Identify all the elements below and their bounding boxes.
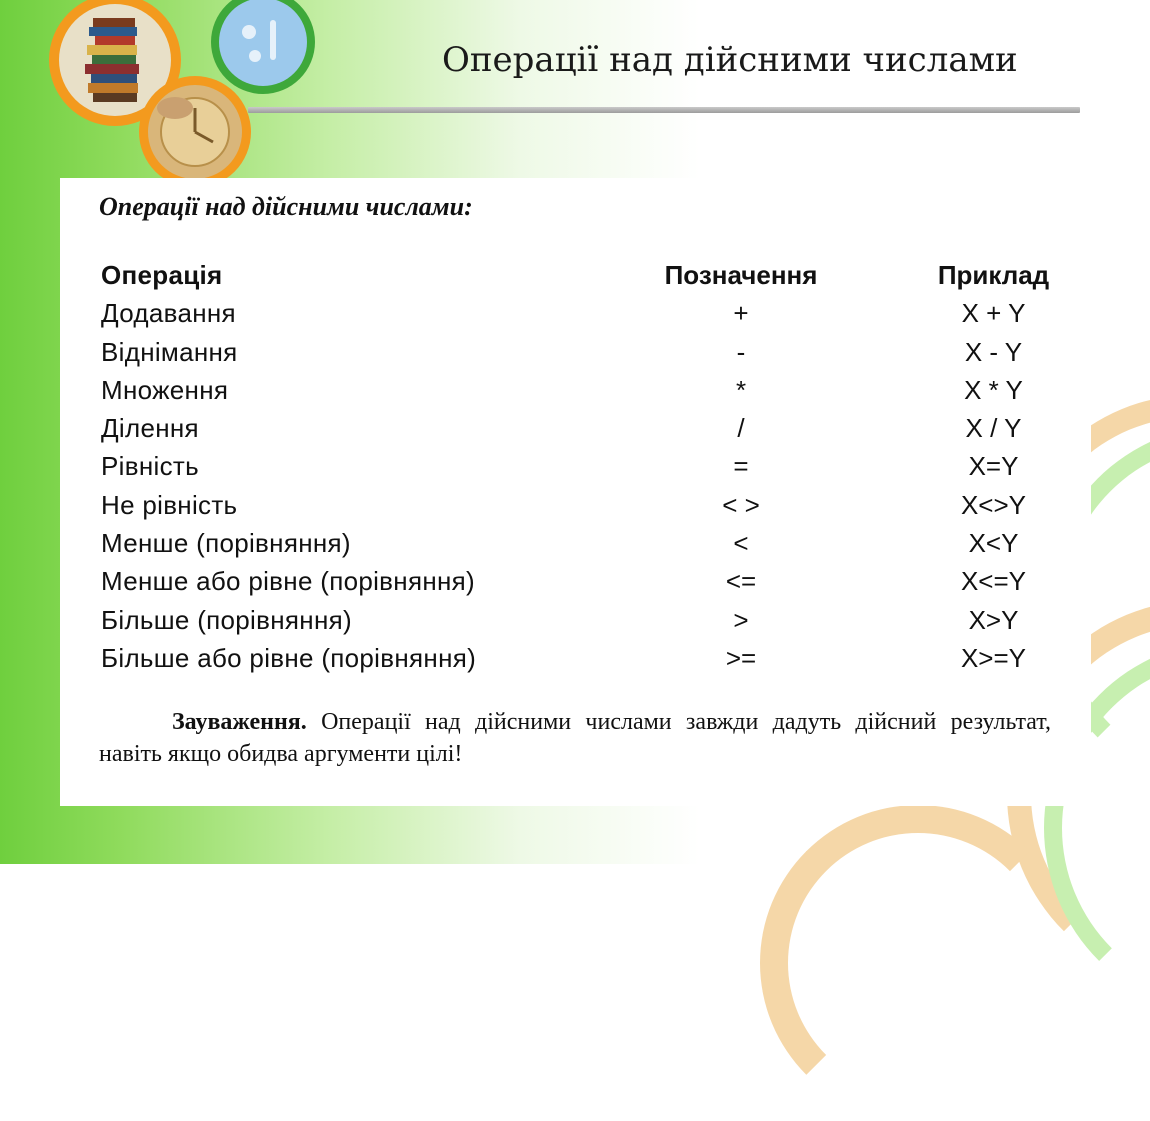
table-row xyxy=(101,490,1061,528)
table-header-row xyxy=(101,260,1061,298)
operation-symbol: < xyxy=(733,528,749,559)
operation-name: Рівність xyxy=(101,451,199,482)
operation-example: X * Y xyxy=(964,374,1023,405)
header-operation: Операція xyxy=(101,260,223,290)
note-label: Зауваження. xyxy=(172,709,307,735)
operation-example: X>Y xyxy=(968,604,1019,635)
table-row xyxy=(101,451,1061,489)
title-divider xyxy=(248,107,1080,113)
slide-title: Операції над дійсними числами xyxy=(442,40,1018,80)
table-row xyxy=(101,605,1061,643)
operation-example: X<=Y xyxy=(960,566,1027,597)
operation-name: Більше (порівняння) xyxy=(101,604,352,635)
operation-example: X + Y xyxy=(961,298,1026,329)
table-row xyxy=(101,375,1061,413)
operation-symbol: <= xyxy=(725,566,757,597)
table-row xyxy=(101,566,1061,604)
table-row xyxy=(101,337,1061,375)
operation-name: Менше (порівняння) xyxy=(101,528,351,559)
header-example: Приклад xyxy=(937,260,1050,290)
operation-symbol: >= xyxy=(725,642,757,673)
table-row xyxy=(101,298,1061,336)
operation-example: X=Y xyxy=(968,451,1019,482)
operation-name: Не рівність xyxy=(101,489,238,520)
operation-symbol: > xyxy=(733,604,749,635)
operations-table xyxy=(101,260,1061,681)
operation-example: X>=Y xyxy=(960,642,1027,673)
operation-example: X<>Y xyxy=(960,489,1027,520)
content-panel xyxy=(60,178,1091,806)
operation-name: Менше або рівне (порівняння) xyxy=(101,566,475,597)
operation-example: X - Y xyxy=(964,336,1023,367)
operation-name: Віднімання xyxy=(101,336,238,367)
operation-example: X / Y xyxy=(965,413,1022,444)
decorative-logo-circles xyxy=(45,0,315,185)
operation-name: Ділення xyxy=(101,413,199,444)
operation-symbol: + xyxy=(733,298,749,329)
operation-name: Множення xyxy=(101,374,229,405)
note-text: Операції над дійсними числами завжди дадуть дійсний результат, навіть якщо обидва аргументи цілі! xyxy=(99,709,1051,767)
operation-symbol: * xyxy=(735,374,747,405)
operation-symbol: - xyxy=(736,336,746,367)
operation-example: X<Y xyxy=(968,528,1019,559)
table-row xyxy=(101,528,1061,566)
operation-symbol: = xyxy=(733,451,749,482)
decorative-arc xyxy=(760,805,1076,1121)
panel-heading: Операції над дійсними числами: xyxy=(99,192,473,221)
table-row xyxy=(101,413,1061,451)
note-paragraph xyxy=(99,706,1051,770)
table-row xyxy=(101,643,1061,681)
operation-name: Додавання xyxy=(101,298,236,329)
operation-symbol: < > xyxy=(722,489,760,520)
operation-symbol: / xyxy=(737,413,745,444)
header-symbol: Позначення xyxy=(664,260,818,290)
operation-name: Більше або рівне (порівняння) xyxy=(101,642,477,673)
books-icon xyxy=(85,18,139,102)
